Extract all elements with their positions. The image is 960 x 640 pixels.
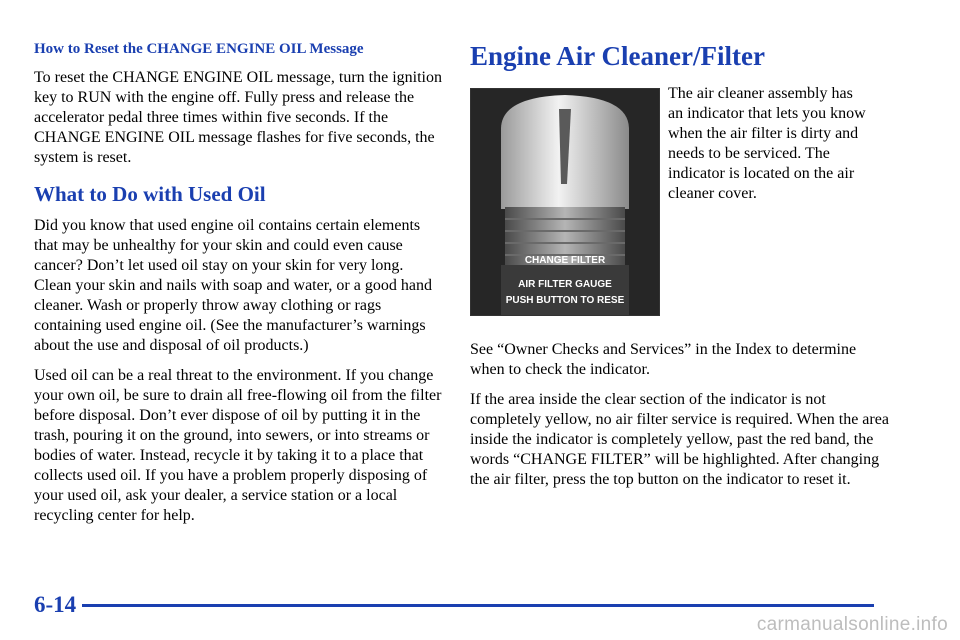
figure-caption: [668, 84, 868, 214]
figure-block: [470, 84, 890, 314]
figure-paragraph: The air cleaner assembly has an indicator that lets you know when the air filter is dirty and needs to be serviced. The indicator is located on the air cleaner cover.: [668, 85, 866, 202]
left-column: [34, 40, 444, 536]
reset-paragraph: To reset the CHANGE ENGINE OIL message, turn the ignition key to RUN with the engine off. Fully press and release the accelerator pedal three times within five seconds. If the CHANGE ENGINE OIL message flashes for five seconds, the system is reset.: [34, 69, 442, 166]
figure-change-filter-label: CHANGE FILTER: [524, 255, 606, 266]
figure-gauge-label: AIR FILTER GAUGE: [518, 279, 612, 290]
right-paragraph-2: If the area inside the clear section of the indicator is not completely yellow, no air filter service is required. When the area inside the indicator is completely yellow, past the red band, the words “CHANGE FILTER” will be highlighted. After changing the air filter, press the top button on the indicator to reset it.: [470, 391, 889, 488]
air-filter-gauge-illustration: [471, 89, 659, 315]
air-filter-heading: Engine Air Cleaner/Filter: [470, 41, 765, 71]
footer-rule: [82, 604, 874, 607]
figure-push-label: PUSH BUTTON TO RESE: [505, 295, 625, 306]
reset-heading: How to Reset the CHANGE ENGINE OIL Message: [34, 41, 364, 57]
used-oil-heading: What to Do with Used Oil: [34, 182, 266, 206]
page-number: 6-14: [34, 592, 77, 617]
used-oil-paragraph-1: Did you know that used engine oil contains certain elements that may be unhealthy for your skin and could even cause cancer? Don’t let used oil stay on your skin for very long. Clean your skin and nails with soap and water, or a good hand cleaner. Wash or properly throw away clothing or rags containing used engine oil. (See the manufacturer’s warnings about the use and disposal of oil products.): [34, 217, 432, 354]
watermark: carmanualsonline.info: [756, 614, 948, 635]
right-column: [470, 40, 890, 500]
right-paragraph-1: See “Owner Checks and Services” in the Index to determine when to check the indicator.: [470, 341, 857, 378]
air-filter-gauge-photo: [470, 88, 660, 316]
used-oil-paragraph-2: Used oil can be a real threat to the environment. If you change your own oil, be sure to drain all free-flowing oil from the filter before disposal. Don’t ever dispose of oil by putting it in the trash, pouring it on the ground, into sewers, or into streams or bodies of water. Instead, recycle it by taking it to a place that collects used oil. If you have a problem properly disposing of your used oil, ask your dealer, a service station or a local recycling center for help.: [34, 367, 442, 524]
